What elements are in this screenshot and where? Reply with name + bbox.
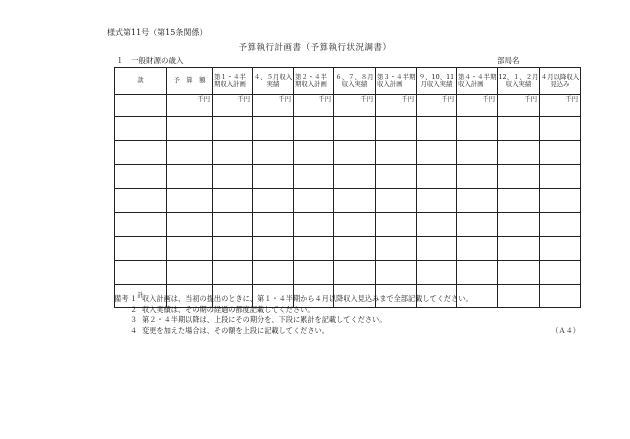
paper-size-label: （Ａ４） xyxy=(551,326,580,336)
notes-section xyxy=(114,294,580,337)
table-cell[interactable] xyxy=(253,117,294,141)
table-cell[interactable] xyxy=(294,165,334,189)
unit-cell: 千円 xyxy=(253,95,294,117)
table-cell[interactable] xyxy=(167,141,213,165)
column-header-q3-plan: 第３・４半期収入計画 xyxy=(376,68,417,95)
note-item xyxy=(114,294,580,305)
unit-cell: 千円 xyxy=(167,95,213,117)
table-cell[interactable] xyxy=(376,189,417,213)
unit-cell: 千円 xyxy=(334,95,376,117)
table-cell[interactable] xyxy=(417,261,457,285)
note-text: 第２・４半期以降は、上段にその期分を、下段に累計を記載してください。 xyxy=(142,315,387,325)
table-cell[interactable] xyxy=(540,237,581,261)
table-cell[interactable] xyxy=(498,213,540,237)
table-cell[interactable] xyxy=(457,117,498,141)
table-cell[interactable] xyxy=(115,165,167,189)
table-header-row xyxy=(115,68,581,95)
table-cell[interactable] xyxy=(540,141,581,165)
notes-prefix: 備考 xyxy=(114,294,129,303)
column-header-q4-plan: 第４・４半期収入計画 xyxy=(457,68,498,95)
note-item xyxy=(114,315,580,326)
table-cell[interactable] xyxy=(294,117,334,141)
column-header-q3-actual: ９、10、11月収入実績 xyxy=(417,68,457,95)
table-row xyxy=(115,117,581,141)
unit-cell: 千円 xyxy=(540,95,581,117)
document-title: 予算執行計画書（予算執行状況調書） xyxy=(238,43,392,53)
table-cell[interactable] xyxy=(457,189,498,213)
table-cell[interactable] xyxy=(457,213,498,237)
table-cell[interactable] xyxy=(167,189,213,213)
table-cell[interactable] xyxy=(540,189,581,213)
table-cell[interactable] xyxy=(334,189,376,213)
column-header-budget: 予 算 額 xyxy=(167,68,213,95)
table-cell[interactable] xyxy=(417,165,457,189)
table-cell[interactable] xyxy=(213,213,253,237)
table-cell[interactable] xyxy=(334,261,376,285)
table-cell[interactable] xyxy=(540,261,581,285)
unit-cell: 千円 xyxy=(376,95,417,117)
table-cell[interactable] xyxy=(167,117,213,141)
table-cell[interactable] xyxy=(457,141,498,165)
table-cell[interactable] xyxy=(294,141,334,165)
table-cell[interactable] xyxy=(498,117,540,141)
table-cell[interactable] xyxy=(376,117,417,141)
unit-cell: 千円 xyxy=(457,95,498,117)
table-cell[interactable] xyxy=(253,237,294,261)
table-cell[interactable] xyxy=(213,189,253,213)
table-cell[interactable] xyxy=(253,141,294,165)
table-cell[interactable] xyxy=(115,237,167,261)
table-cell[interactable] xyxy=(115,117,167,141)
column-header-q1-actual: ４、５月収入実績 xyxy=(253,68,294,95)
budget-execution-table xyxy=(114,67,581,308)
table-cell[interactable] xyxy=(457,165,498,189)
table-cell[interactable] xyxy=(376,213,417,237)
note-item xyxy=(114,305,580,316)
table-cell[interactable] xyxy=(540,117,581,141)
unit-cell: 千円 xyxy=(294,95,334,117)
table-cell[interactable] xyxy=(167,261,213,285)
table-row xyxy=(115,141,581,165)
table-cell[interactable] xyxy=(334,213,376,237)
note-number: ３ xyxy=(130,315,138,325)
table-cell[interactable] xyxy=(540,165,581,189)
column-header-q4-actual: 12、１、２月収入実績 xyxy=(498,68,540,95)
table-cell[interactable] xyxy=(498,165,540,189)
table-cell[interactable] xyxy=(213,165,253,189)
table-cell[interactable] xyxy=(334,117,376,141)
column-header-item: 款 xyxy=(115,68,167,95)
unit-cell: 千円 xyxy=(417,95,457,117)
unit-cell xyxy=(115,95,167,117)
table-cell[interactable] xyxy=(376,165,417,189)
column-header-q2-actual: ６、７、８月収入実績 xyxy=(334,68,376,95)
table-row xyxy=(115,237,581,261)
table-row xyxy=(115,165,581,189)
note-text: 収入実績は、その期の経過の都度記載してください。 xyxy=(142,304,315,314)
unit-cell: 千円 xyxy=(498,95,540,117)
table-row xyxy=(115,213,581,237)
table-cell[interactable] xyxy=(213,261,253,285)
table-cell[interactable] xyxy=(213,141,253,165)
table-cell[interactable] xyxy=(334,165,376,189)
table-cell[interactable] xyxy=(294,261,334,285)
table-cell[interactable] xyxy=(334,141,376,165)
unit-cell: 千円 xyxy=(213,95,253,117)
table-cell[interactable] xyxy=(498,237,540,261)
table-cell[interactable] xyxy=(417,237,457,261)
table-cell[interactable] xyxy=(417,213,457,237)
table-cell[interactable] xyxy=(376,261,417,285)
table-cell[interactable] xyxy=(376,141,417,165)
table-cell[interactable] xyxy=(417,117,457,141)
table-row xyxy=(115,261,581,285)
unit-row xyxy=(115,95,581,117)
table-cell[interactable] xyxy=(294,213,334,237)
table-cell[interactable] xyxy=(498,261,540,285)
table-cell[interactable] xyxy=(498,141,540,165)
table-cell[interactable] xyxy=(498,189,540,213)
table-cell[interactable] xyxy=(417,141,457,165)
note-text: 収入計画は、当初の提出のときに、第１・４半期から４月以降収入見込みまで全部記載してください。 xyxy=(142,294,473,303)
table-cell[interactable] xyxy=(457,237,498,261)
column-header-q2-plan: 第２・４半期収入計画 xyxy=(294,68,334,95)
section-heading: １ 一般財源の歳入 xyxy=(116,56,184,65)
table-cell[interactable] xyxy=(115,141,167,165)
column-header-q1-plan: 第１・４半期収入計画 xyxy=(213,68,253,95)
table-cell[interactable] xyxy=(167,165,213,189)
table-cell[interactable] xyxy=(115,261,167,285)
department-label: 部局名 xyxy=(497,56,520,65)
column-header-forecast: ４月以降収入見込み xyxy=(540,68,581,95)
table-cell[interactable] xyxy=(253,213,294,237)
table-cell[interactable] xyxy=(115,213,167,237)
form-number: 様式第11号（第15条関係） xyxy=(107,28,208,37)
table-cell[interactable] xyxy=(457,261,498,285)
note-number: １ xyxy=(130,294,138,303)
table-cell[interactable] xyxy=(540,213,581,237)
table-cell[interactable] xyxy=(213,117,253,141)
table-cell[interactable] xyxy=(253,189,294,213)
table-cell[interactable] xyxy=(253,261,294,285)
total-label: 計 xyxy=(115,285,167,308)
table-cell[interactable] xyxy=(294,237,334,261)
table-cell[interactable] xyxy=(334,237,376,261)
table-cell[interactable] xyxy=(167,237,213,261)
table-cell[interactable] xyxy=(167,213,213,237)
note-number: ２ xyxy=(130,304,138,314)
table-cell[interactable] xyxy=(213,237,253,261)
table-cell[interactable] xyxy=(294,189,334,213)
note-number: ４ xyxy=(130,326,138,336)
note-item xyxy=(114,326,580,337)
table-cell[interactable] xyxy=(417,189,457,213)
table-cell[interactable] xyxy=(115,189,167,213)
table-cell[interactable] xyxy=(376,237,417,261)
table-row xyxy=(115,189,581,213)
table-cell[interactable] xyxy=(253,165,294,189)
note-text: 変更を加えた場合は、その額を上段に記載してください。 xyxy=(142,326,329,336)
